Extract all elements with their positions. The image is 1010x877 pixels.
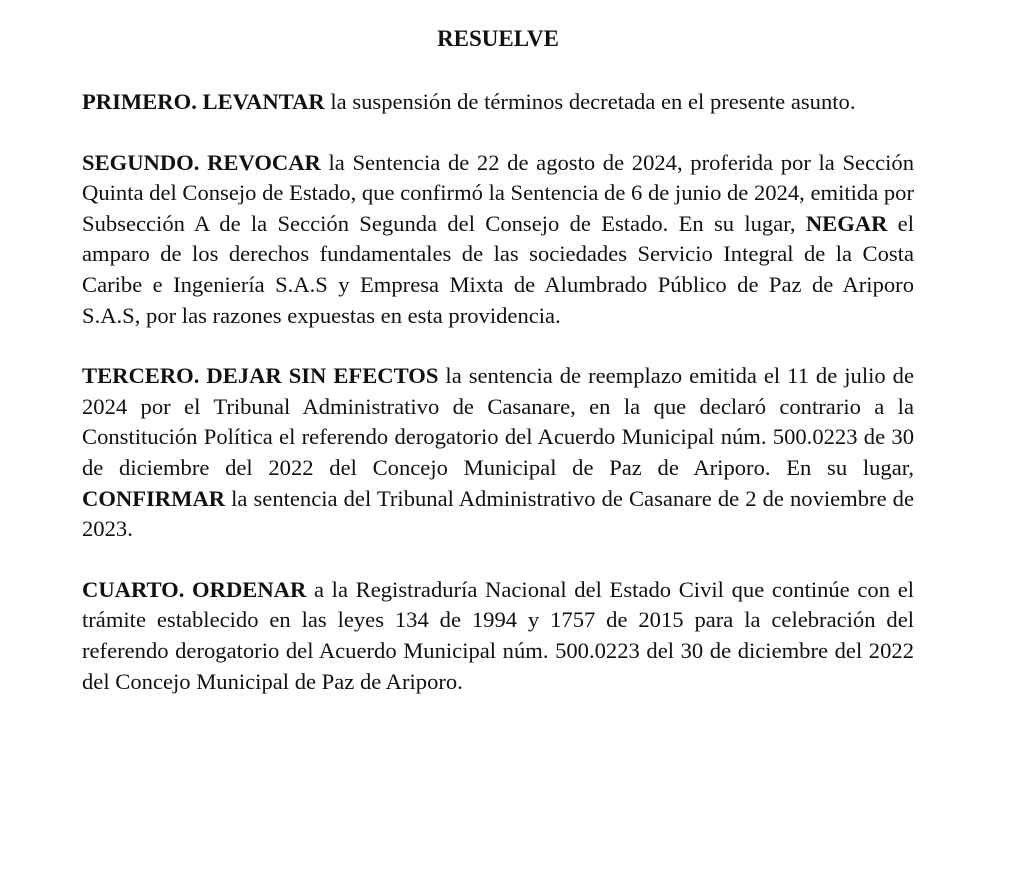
action-ordenar: ORDENAR <box>192 576 307 602</box>
paragraph-tercero-text-a: la sentencia de reemplazo emitida el 11 de julio de 2024 por el Tribunal Administrativo de Casanare, en la que declaró contrario a la Constitución Política el referendo derogatorio del Acuerdo Municipal núm. 500.0223 de 30 de diciembre del 2022 del Concejo Municipal de Paz de Ariporo. En su lugar, <box>82 363 914 480</box>
paragraph-tercero <box>82 361 914 545</box>
action-dejar-sin-efectos: DEJAR SIN EFECTOS <box>206 363 439 389</box>
ordinal-cuarto: CUARTO. <box>82 576 185 602</box>
paragraph-segundo <box>82 148 914 332</box>
action-negar: NEGAR <box>805 210 888 236</box>
action-levantar: LEVANTAR <box>202 89 325 114</box>
paragraph-tercero-text-b: la sentencia del Tribunal Administrativo de Casanare de 2 de noviembre de 2023. <box>82 485 914 542</box>
section-heading: RESUELVE <box>437 26 559 51</box>
ordinal-segundo: SEGUNDO. <box>82 149 200 175</box>
paragraph-segundo-text-a: la Sentencia de 22 de agosto de 2024, proferida por la Sección Quinta del Consejo de Estado, que confirmó la Sentencia de 6 de junio de 2024, emitida por Subsección A de la Sección Segunda del Consejo de Estado. En su lugar, <box>82 149 914 236</box>
paragraph-cuarto-text: a la Registraduría Nacional del Estado Civil que continúe con el trámite establecido en las leyes 134 de 1994 y 1757 de 2015 para la celebración del referendo derogatorio del Acuerdo Municipal núm. 500.0223 del 30 de diciembre del 2022 del Concejo Municipal de Paz de Ariporo. <box>82 576 914 694</box>
action-confirmar: CONFIRMAR <box>82 485 226 511</box>
paragraph-primero-text: la suspensión de términos decretada en el presente asunto. <box>324 89 856 114</box>
ordinal-tercero: TERCERO. <box>82 363 200 389</box>
paragraph-cuarto <box>82 575 914 697</box>
action-revocar: REVOCAR <box>207 149 321 175</box>
ordinal-primero: PRIMERO. <box>82 89 197 114</box>
paragraph-segundo-text-b: el amparo de los derechos fundamentales de las sociedades Servicio Integral de la Costa Caribe e Ingeniería S.A.S y Empresa Mixta de Alumbrado Público de Paz de Ariporo S.A.S, por las razones expuestas en esta providencia. <box>82 210 914 328</box>
paragraph-primero <box>82 87 914 118</box>
